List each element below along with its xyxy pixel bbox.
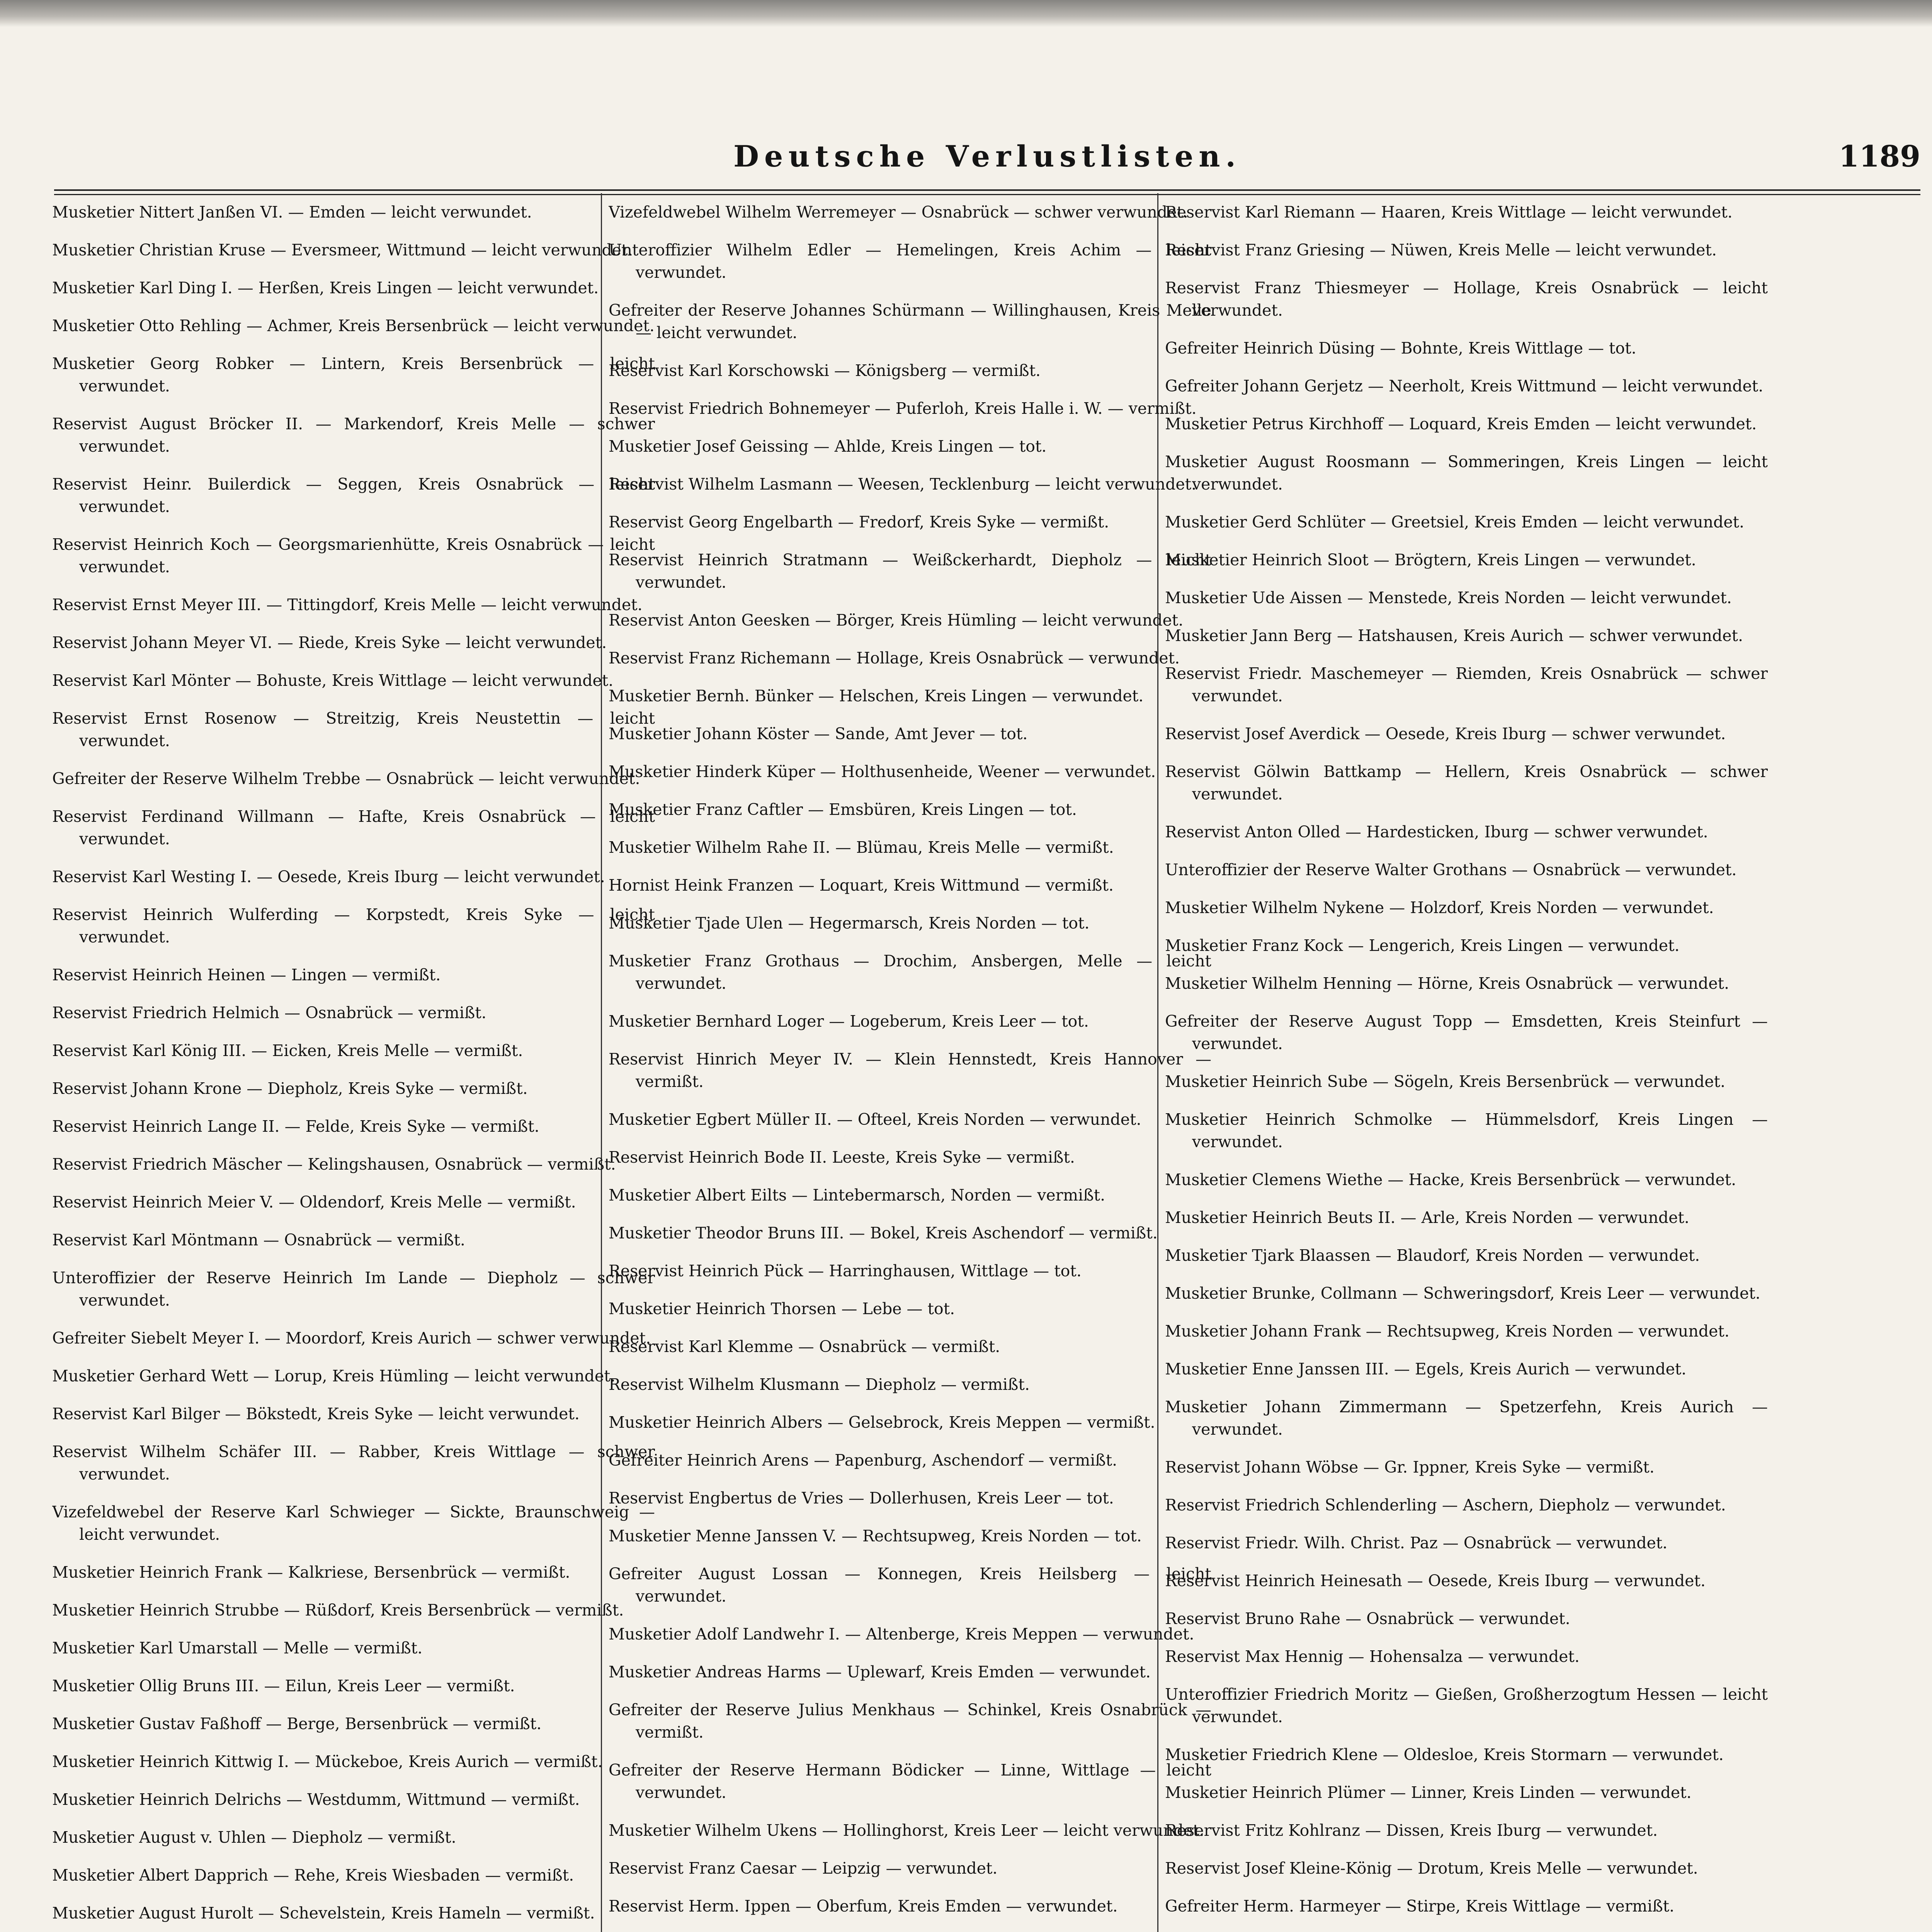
casualty-entry: Reservist Ernst Meyer III. — Tittingdorf, Kreis Melle — leicht verwundet. <box>52 595 643 614</box>
casualty-entry: Reservist Josef Averdick — Oesede, Kreis Iburg — schwer verwundet. <box>1165 724 1726 743</box>
casualty-entry: Musketier Wilhelm Rahe II. — Blümau, Kreis Melle — vermißt. <box>609 838 1114 857</box>
casualty-entry: Musketier Heinrich Strubbe — Rüßdorf, Kreis Bersenbrück — vermißt. <box>52 1601 624 1619</box>
casualty-entry: Gefreiter Johann Gerjetz — Neerholt, Kreis Wittmund — leicht verwundet. <box>1165 377 1764 395</box>
casualty-entry: Reservist Herm. Ippen — Oberfum, Kreis Emden — verwundet. <box>609 1897 1118 1915</box>
casualty-entry: Musketier Friedrich Klene — Oldesloe, Kreis Stormarn — verwundet. <box>1165 1745 1724 1764</box>
casualty-entry: Musketier Petrus Kirchhoff — Loquard, Kreis Emden — leicht verwundet. <box>1165 415 1757 433</box>
column-3 <box>1165 201 1768 1932</box>
casualty-entry: Musketier Theodor Bruns III. — Bokel, Kreis Aschendorf — vermißt. <box>609 1224 1158 1242</box>
casualty-entry: Reservist Heinrich Heinen — Lingen — vermißt. <box>52 966 441 984</box>
casualty-entry: Reservist Gölwin Battkamp — Hellern, Kreis Osnabrück — schwer verwundet. <box>1165 762 1768 803</box>
casualty-entry: Musketier Clemens Wiethe — Hacke, Kreis Bersenbrück — verwundet. <box>1165 1170 1736 1189</box>
casualty-entry: Reservist Bruno Rahe — Osnabrück — verwundet. <box>1165 1609 1570 1628</box>
casualty-entry: Musketier Johann Frank — Rechtsupweg, Kreis Norden — verwundet. <box>1165 1322 1730 1340</box>
casualty-entry: Gefreiter Heinrich Düsing — Bohnte, Kreis Wittlage — tot. <box>1165 339 1636 357</box>
casualty-entry: Reservist Franz Richemann — Hollage, Kreis Osnabrück — verwundet. <box>609 649 1180 667</box>
casualty-entry: Musketier Heinrich Sloot — Brögtern, Kreis Lingen — verwundet. <box>1165 551 1696 569</box>
casualty-entry: Musketier Heinrich Schmolke — Hümmelsdorf, Kreis Lingen — verwundet. <box>1165 1110 1768 1151</box>
casualty-entry: Reservist Ferdinand Willmann — Hafte, Kreis Osnabrück — leicht verwundet. <box>52 807 655 848</box>
page-header <box>54 139 1920 182</box>
casualty-entry: Reservist Karl König III. — Eicken, Kreis Melle — vermißt. <box>52 1041 523 1060</box>
casualty-entry: Unteroffizier Friedrich Moritz — Gießen, Großherzogtum Hessen — leicht verwundet. <box>1165 1685 1768 1726</box>
casualty-entry: Reservist Heinrich Lange II. — Felde, Kreis Syke — vermißt. <box>52 1117 539 1136</box>
casualty-entry: Musketier Heinrich Plümer — Linner, Kreis Linden — verwundet. <box>1165 1783 1692 1802</box>
casualty-entry: Musketier Tjark Blaassen — Blaudorf, Kreis Norden — verwundet. <box>1165 1246 1700 1265</box>
casualty-entry: Reservist Max Hennig — Hohensalza — verwundet. <box>1165 1647 1580 1666</box>
casualty-entry: Musketier Heinrich Albers — Gelsebrock, Kreis Meppen — vermißt. <box>609 1413 1155 1432</box>
casualty-entry: Reservist Anton Geesken — Börger, Kreis Hümling — leicht verwundet. <box>609 611 1184 629</box>
casualty-entry: Musketier Nittert Janßen VI. — Emden — leicht verwundet. <box>52 203 532 221</box>
casualty-entry: Reservist Friedrich Bohnemeyer — Puferloh, Kreis Halle i. W. — vermißt. <box>609 399 1197 418</box>
page-number: 1189 <box>1838 139 1920 173</box>
casualty-entry: Reservist Anton Olled — Hardesticken, Iburg — schwer verwundet. <box>1165 823 1708 841</box>
casualty-entry: Reservist Fritz Kohlranz — Dissen, Kreis Iburg — verwundet. <box>1165 1821 1658 1840</box>
casualty-entry: Musketier Christian Kruse — Eversmeer, Wittmund — leicht verwundet. <box>52 241 633 259</box>
casualty-entry: Reservist Friedrich Schlenderling — Aschern, Diepholz — verwundet. <box>1165 1496 1726 1514</box>
casualty-entry: Musketier Albert Eilts — Lintebermarsch, Norden — vermißt. <box>609 1186 1105 1204</box>
casualty-entry: Reservist Heinrich Wulferding — Korpstedt, Kreis Syke — leicht verwundet. <box>52 905 655 946</box>
casualty-entry: Unteroffizier der Reserve Heinrich Im Lande — Diepholz — schwer verwundet. <box>52 1269 655 1310</box>
casualty-entry: Musketier Johann Köster — Sande, Amt Jever — tot. <box>609 724 1028 743</box>
casualty-entry: Musketier Wilhelm Ukens — Hollinghorst, Kreis Leer — leicht verwundet. <box>609 1821 1204 1840</box>
column-1 <box>52 201 655 1932</box>
casualty-entry: Reservist Heinrich Meier V. — Oldendorf, Kreis Melle — vermißt. <box>52 1193 576 1211</box>
casualty-entry: Reservist Karl Riemann — Haaren, Kreis Wittlage — leicht verwundet. <box>1165 203 1733 221</box>
casualty-entry: Reservist Heinrich Pück — Harringhausen, Wittlage — tot. <box>609 1262 1082 1280</box>
casualty-entry: Musketier August v. Uhlen — Diepholz — vermißt. <box>52 1828 456 1847</box>
casualty-entry: Reservist Wilhelm Schäfer III. — Rabber, Kreis Wittlage — schwer verwundet. <box>52 1442 655 1483</box>
casualty-entry: Musketier Ude Aissen — Menstede, Kreis Norden — leicht verwundet. <box>1165 588 1732 607</box>
casualty-entry: Musketier Andreas Harms — Uplewarf, Kreis Emden — verwundet. <box>609 1663 1151 1681</box>
casualty-entry: Musketier Tjade Ulen — Hegermarsch, Kreis Norden — tot. <box>609 914 1090 932</box>
casualty-entry: Musketier Heinrich Kittwig I. — Mückeboe, Kreis Aurich — vermißt. <box>52 1752 603 1771</box>
casualty-entry: Reservist Karl Korschowski — Königsberg — vermißt. <box>609 361 1041 380</box>
casualty-entry: Musketier Wilhelm Henning — Hörne, Kreis Osnabrück — verwundet. <box>1165 974 1730 993</box>
casualty-entry: Reservist Wilhelm Lasmann — Weesen, Tecklenburg — leicht verwundet. <box>609 475 1197 493</box>
casualty-entry: Gefreiter Heinrich Arens — Papenburg, Aschendorf — vermißt. <box>609 1451 1117 1469</box>
casualty-entry: Musketier Josef Geissing — Ahlde, Kreis Lingen — tot. <box>609 437 1047 456</box>
casualty-entry: Musketier Franz Kock — Lengerich, Kreis Lingen — verwundet. <box>1165 936 1680 955</box>
casualty-entry: Musketier Franz Caftler — Emsbüren, Kreis Lingen — tot. <box>609 800 1077 819</box>
casualty-entry: Musketier Johann Zimmermann — Spetzerfehn, Kreis Aurich — verwundet. <box>1165 1398 1768 1439</box>
casualty-entry: Reservist Heinrich Stratmann — Weißckerhardt, Diepholz — leicht verwundet. <box>609 551 1211 592</box>
casualty-entry: Unteroffizier Wilhelm Edler — Hemelingen, Kreis Achim — leicht verwundet. <box>609 241 1211 282</box>
casualty-entry: Reservist Johann Wöbse — Gr. Ippner, Kreis Syke — vermißt. <box>1165 1458 1655 1476</box>
casualty-entry: Musketier Ollig Bruns III. — Eilun, Kreis Leer — vermißt. <box>52 1677 515 1695</box>
casualty-entry: Gefreiter August Lossan — Konnegen, Kreis Heilsberg — leicht verwundet. <box>609 1565 1211 1605</box>
casualty-entry: Reservist Engbertus de Vries — Dollerhusen, Kreis Leer — tot. <box>609 1489 1114 1507</box>
casualty-entry: Reservist Heinr. Builerdick — Seggen, Kreis Osnabrück — leicht verwundet. <box>52 475 655 516</box>
header-rule <box>54 189 1920 195</box>
casualty-entry: Musketier Wilhelm Nykene — Holzdorf, Kreis Norden — verwundet. <box>1165 898 1714 917</box>
casualty-entry: Musketier Bernh. Bünker — Helschen, Kreis Lingen — verwundet. <box>609 687 1144 705</box>
casualty-entry: Reservist Friedrich Mäscher — Kelingshausen, Osnabrück — vermißt. <box>52 1155 616 1173</box>
casualty-entry: Gefreiter Herm. Harmeyer — Stirpe, Kreis Wittlage — vermißt. <box>1165 1897 1675 1915</box>
casualty-entry: Musketier Heinrich Sube — Sögeln, Kreis Bersenbrück — verwundet. <box>1165 1072 1726 1091</box>
casualty-entry: Reservist Josef Kleine-König — Drotum, Kreis Melle — verwundet. <box>1165 1859 1698 1878</box>
casualty-entry: Musketier Heinrich Beuts II. — Arle, Kreis Norden — verwundet. <box>1165 1208 1689 1227</box>
casualty-entry: Reservist August Bröcker II. — Markendorf, Kreis Melle — schwer verwundet. <box>52 415 655 456</box>
casualty-entry: Reservist Heinrich Koch — Georgsmarienhütte, Kreis Osnabrück — leicht verwundet. <box>52 535 655 576</box>
casualty-entry: Musketier Egbert Müller II. — Ofteel, Kreis Norden — verwundet. <box>609 1110 1141 1129</box>
casualty-entry: Musketier Franz Grothaus — Drochim, Ansbergen, Melle — leicht verwundet. <box>609 952 1211 993</box>
column-2 <box>609 201 1211 1932</box>
casualty-entry: Reservist Ernst Rosenow — Streitzig, Kreis Neustettin — leicht verwundet. <box>52 709 655 750</box>
casualty-entry: Vizefeldwebel Wilhelm Werremeyer — Osnabrück — schwer verwundet. <box>609 203 1188 221</box>
casualty-entry: Reservist Karl Bilger — Bökstedt, Kreis Syke — leicht verwundet. <box>52 1405 580 1423</box>
casualty-entry: Musketier Gerhard Wett — Lorup, Kreis Hümling — leicht verwundet. <box>52 1367 616 1385</box>
casualty-entry: Unteroffizier der Reserve Walter Grothans — Osnabrück — verwundet. <box>1165 861 1737 879</box>
casualty-entry: Musketier August Roosmann — Sommeringen, Kreis Lingen — leicht verwundet. <box>1165 452 1768 493</box>
casualty-entry: Musketier Hinderk Küper — Holthusenheide, Weener — verwundet. <box>609 762 1156 781</box>
casualty-entry: Gefreiter der Reserve Johannes Schürmann — Willinghausen, Kreis Melle — leicht verwundet. <box>609 301 1211 342</box>
casualty-entry: Musketier Albert Dapprich — Rehe, Kreis Wiesbaden — vermißt. <box>52 1866 574 1884</box>
casualty-entry: Musketier Heinrich Thorsen — Lebe — tot. <box>609 1299 955 1318</box>
casualty-entry: Musketier August Hurolt — Schevelstein, Kreis Hameln — vermißt. <box>52 1904 595 1922</box>
casualty-entry: Gefreiter Siebelt Meyer I. — Moordorf, Kreis Aurich — schwer verwundet. <box>52 1329 651 1347</box>
casualty-entry: Reservist Karl Möntmann — Osnabrück — vermißt. <box>52 1231 465 1249</box>
casualty-entry: Reservist Heinrich Heinesath — Oesede, Kreis Iburg — verwundet. <box>1165 1571 1706 1590</box>
casualty-entry: Musketier Brunke, Collmann — Schweringsdorf, Kreis Leer — verwundet. <box>1165 1284 1760 1303</box>
casualty-entry: Musketier Karl Ding I. — Herßen, Kreis Lingen — leicht verwundet. <box>52 279 599 297</box>
casualty-entry: Reservist Johann Meyer VI. — Riede, Kreis Syke — leicht verwundet. <box>52 633 607 652</box>
casualty-entry: Hornist Heink Franzen — Loquart, Kreis Wittmund — vermißt. <box>609 876 1114 895</box>
casualty-entry: Musketier Otto Rehling — Achmer, Kreis Bersenbrück — leicht verwundet. <box>52 316 655 335</box>
casualty-entry: Musketier Gerd Schlüter — Greetsiel, Kreis Emden — leicht verwundet. <box>1165 513 1745 531</box>
casualty-entry: Reservist Karl Mönter — Bohuste, Kreis Wittlage — leicht verwundet. <box>52 671 614 690</box>
page-title: Deutsche Verlustlisten. <box>733 139 1241 173</box>
casualty-entry: Musketier Heinrich Frank — Kalkriese, Bersenbrück — vermißt. <box>52 1563 570 1582</box>
casualty-entry: Musketier Gustav Faßhoff — Berge, Bersenbrück — vermißt. <box>52 1714 542 1733</box>
casualty-entry: Reservist Friedr. Maschemeyer — Riemden, Kreis Osnabrück — schwer verwundet. <box>1165 664 1768 705</box>
casualty-entry: Gefreiter der Reserve Hermann Bödicker — Linne, Wittlage — leicht verwundet. <box>609 1761 1211 1802</box>
casualty-entry: Musketier Menne Janssen V. — Rechtsupweg, Kreis Norden — tot. <box>609 1527 1142 1545</box>
casualty-entry: Musketier Bernhard Loger — Logeberum, Kreis Leer — tot. <box>609 1012 1089 1031</box>
casualty-entry: Reservist Georg Engelbarth — Fredorf, Kreis Syke — vermißt. <box>609 513 1109 531</box>
casualty-entry: Musketier Karl Umarstall — Melle — vermißt. <box>52 1639 423 1657</box>
casualty-entry: Reservist Friedrich Helmich — Osnabrück — vermißt. <box>52 1003 486 1022</box>
casualty-entry: Reservist Karl Westing I. — Oesede, Kreis Iburg — leicht verwundet. <box>52 867 605 886</box>
casualty-entry: Reservist Franz Griesing — Nüwen, Kreis Melle — leicht verwundet. <box>1165 241 1717 259</box>
casualty-entry: Reservist Johann Krone — Diepholz, Kreis Syke — vermißt. <box>52 1079 528 1098</box>
casualty-entry: Gefreiter der Reserve August Topp — Emsdetten, Kreis Steinfurt — verwundet. <box>1165 1012 1768 1053</box>
casualty-entry: Reservist Franz Thiesmeyer — Hollage, Kreis Osnabrück — leicht verwundet. <box>1165 279 1768 320</box>
casualty-entry: Musketier Heinrich Delrichs — Westdumm, Wittmund — vermißt. <box>52 1790 580 1809</box>
casualty-entry: Vizefeldwebel der Reserve Karl Schwieger — Sickte, Braunschweig — leicht verwundet. <box>52 1503 655 1544</box>
casualty-entry: Musketier Georg Robker — Lintern, Kreis Bersenbrück — leicht verwundet. <box>52 354 655 395</box>
casualty-entry: Gefreiter der Reserve Wilhelm Trebbe — Osnabrück — leicht verwundet. <box>52 769 640 788</box>
casualty-entry: Reservist Karl Klemme — Osnabrück — vermißt. <box>609 1337 1000 1356</box>
casualty-entry: Reservist Hinrich Meyer IV. — Klein Hennstedt, Kreis Hannover — vermißt. <box>609 1050 1211 1091</box>
casualty-entry: Reservist Friedr. Wilh. Christ. Paz — Osnabrück — verwundet. <box>1165 1534 1668 1552</box>
casualty-entry: Reservist Wilhelm Klusmann — Diepholz — vermißt. <box>609 1375 1030 1394</box>
casualty-entry: Musketier Jann Berg — Hatshausen, Kreis Aurich — schwer verwundet. <box>1165 626 1743 645</box>
casualty-entry: Reservist Heinrich Bode II. Leeste, Kreis Syke — vermißt. <box>609 1148 1075 1167</box>
casualty-entry: Musketier Adolf Landwehr I. — Altenberge, Kreis Meppen — verwundet. <box>609 1625 1194 1643</box>
casualty-entry: Reservist Franz Caesar — Leipzig — verwundet. <box>609 1859 998 1878</box>
casualty-entry: Gefreiter der Reserve Julius Menkhaus — Schinkel, Kreis Osnabrück — vermißt. <box>609 1701 1211 1742</box>
casualty-entry: Musketier Enne Janssen III. — Egels, Kreis Aurich — verwundet. <box>1165 1360 1687 1378</box>
page-edge-shadow <box>0 0 1932 27</box>
